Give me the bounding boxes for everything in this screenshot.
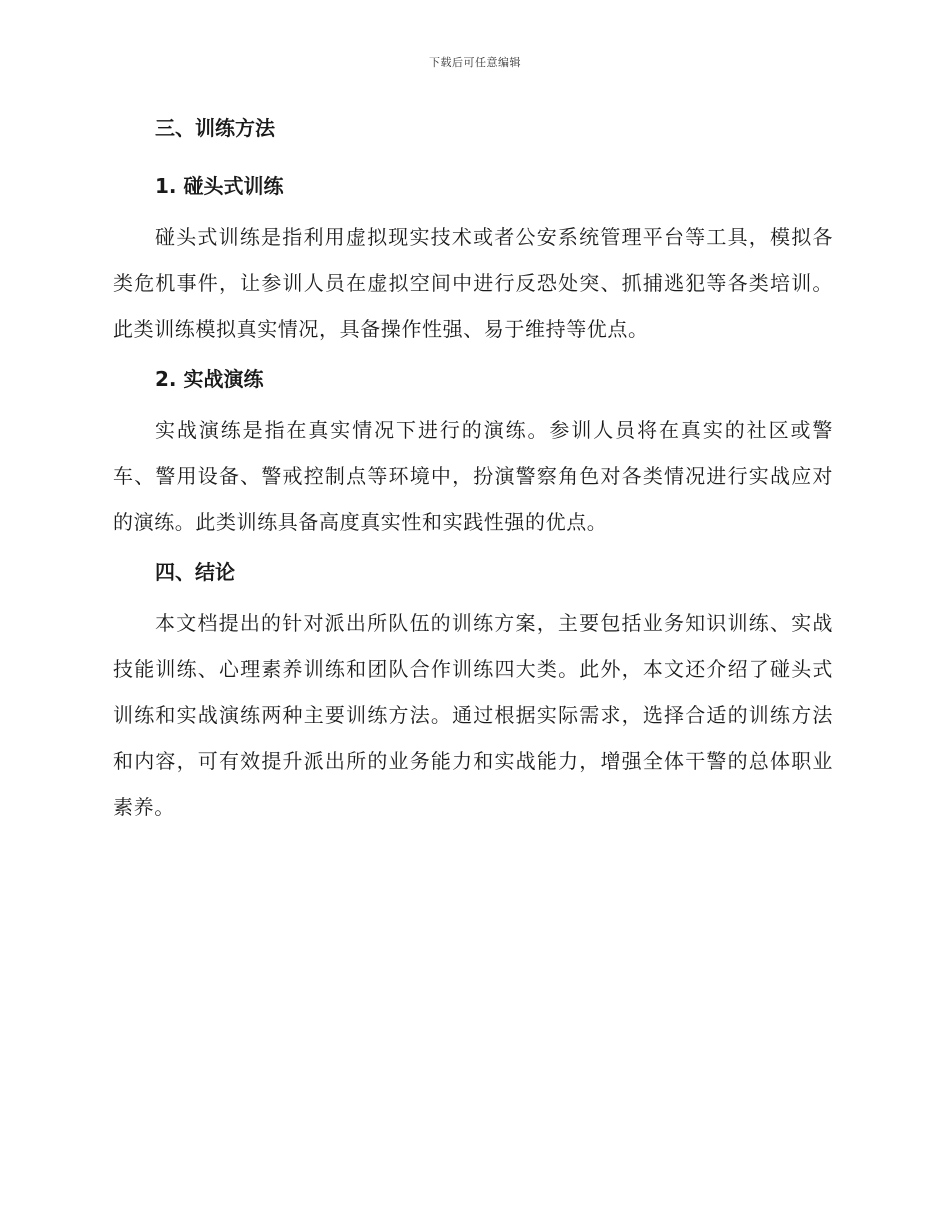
- document-body: [113, 112, 833, 830]
- section-heading-conclusion: 四、结论: [155, 560, 235, 584]
- page-header: 下载后可任意编辑: [429, 56, 521, 69]
- paragraph-method-2: 实战演练是指在真实情况下进行的演练。参训人员将在真实的社区或警车、警用设备、警戒控制点等环境中，扮演警察角色对各类情况进行实战应对的演练。此类训练具备高度真实性和实践性强的优点。: [113, 418, 833, 534]
- subheading-method-1: 1. 碰头式训练: [155, 174, 284, 198]
- paragraph-method-1: 碰头式训练是指利用虚拟现实技术或者公安系统管理平台等工具，模拟各类危机事件，让参训人员在虚拟空间中进行反恐处突、抓捕逃犯等各类培训。此类训练模拟真实情况，具备操作性强、易于维持等优点。: [113, 225, 833, 341]
- paragraph-conclusion: 本文档提出的针对派出所队伍的训练方案，主要包括业务知识训练、实战技能训练、心理素养训练和团队合作训练四大类。此外，本文还介绍了碰头式训练和实战演练两种主要训练方法。通过根据实际需求，选择合适的训练方法和内容，可有效提升派出所的业务能力和实战能力，增强全体干警的总体职业素养。: [113, 611, 833, 819]
- section-heading-methods: 三、训练方法: [155, 116, 275, 140]
- subheading-method-2: 2. 实战演练: [155, 367, 264, 391]
